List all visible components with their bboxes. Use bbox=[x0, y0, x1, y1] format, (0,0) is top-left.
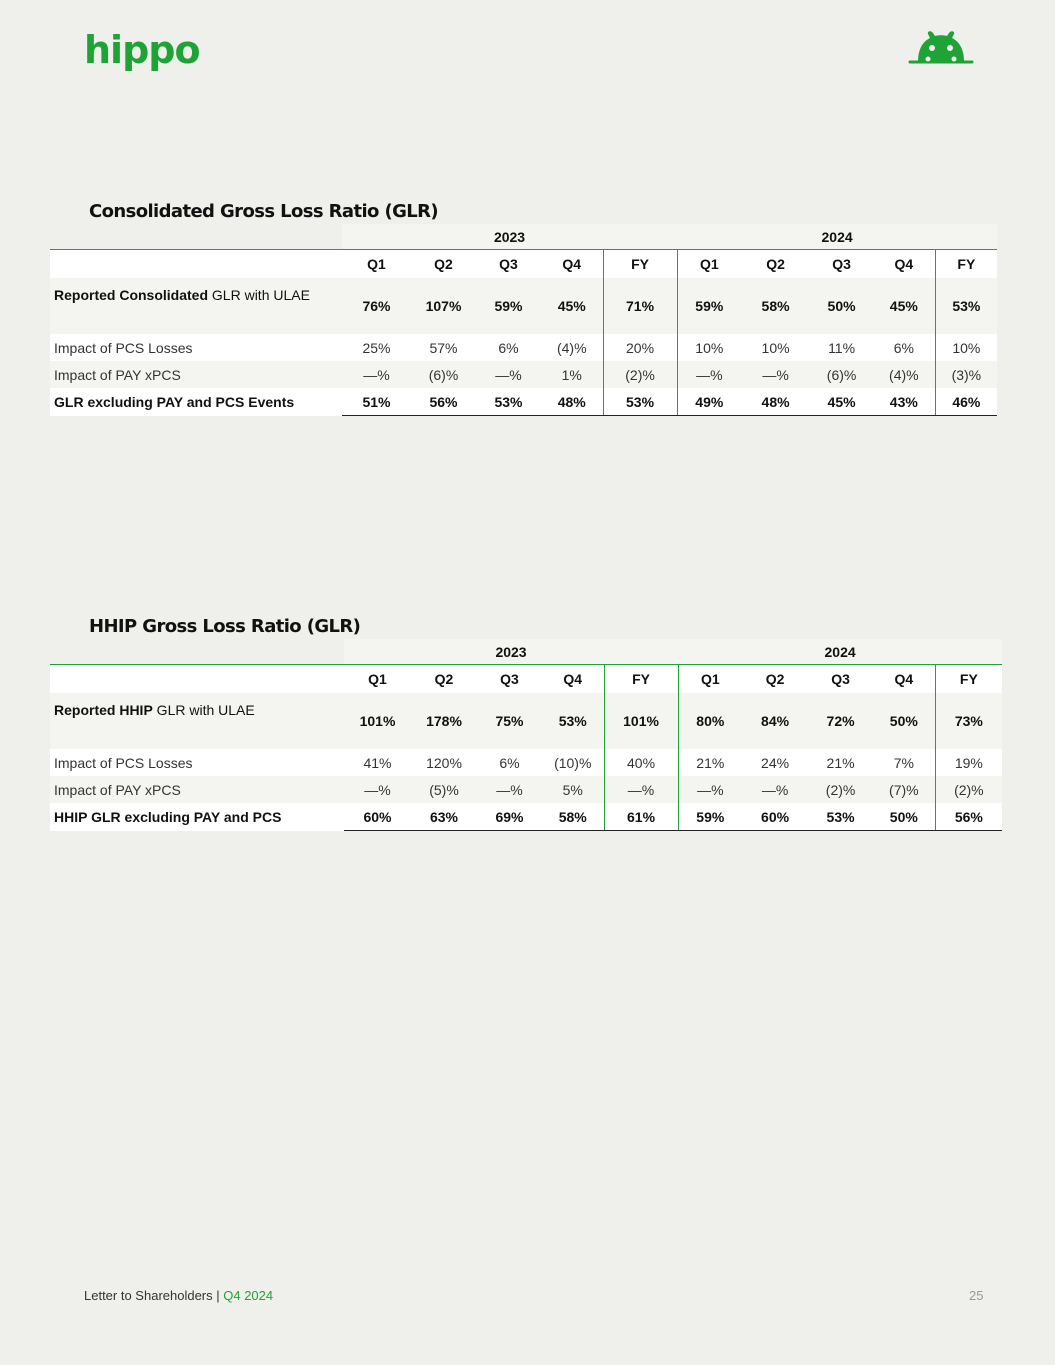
table-cell: 5% bbox=[542, 776, 604, 803]
hhip-glr-table bbox=[50, 639, 1002, 831]
table-cell: —% bbox=[604, 776, 678, 803]
table-cell: 60% bbox=[344, 803, 411, 831]
footer bbox=[84, 1288, 273, 1303]
column-header: Q3 bbox=[476, 250, 541, 279]
table-cell: (3)% bbox=[935, 361, 997, 388]
column-header: Q4 bbox=[873, 250, 935, 279]
table-cell: 58% bbox=[741, 278, 810, 334]
column-header: Q2 bbox=[741, 250, 810, 279]
year-header: 2024 bbox=[677, 224, 997, 250]
table-cell: (4)% bbox=[541, 334, 603, 361]
table-row bbox=[50, 334, 997, 361]
table-cell: 19% bbox=[935, 749, 1002, 776]
table-cell: 71% bbox=[603, 278, 677, 334]
hippo-head-icon bbox=[906, 26, 976, 66]
table-cell: (10)% bbox=[542, 749, 604, 776]
column-header: FY bbox=[935, 665, 1002, 694]
column-header: Q2 bbox=[411, 250, 476, 279]
table-cell: 53% bbox=[935, 278, 997, 334]
table-cell: 1% bbox=[541, 361, 603, 388]
column-header: Q2 bbox=[742, 665, 808, 694]
row-label: Reported HHIP GLR with ULAE bbox=[50, 693, 344, 749]
column-header: Q4 bbox=[542, 665, 604, 694]
table-cell: 120% bbox=[411, 749, 477, 776]
table-cell: 11% bbox=[810, 334, 873, 361]
table-cell: 75% bbox=[477, 693, 542, 749]
table-cell: 80% bbox=[678, 693, 742, 749]
table-cell: 41% bbox=[344, 749, 411, 776]
table-cell: 60% bbox=[742, 803, 808, 831]
column-header: Q1 bbox=[342, 250, 411, 279]
table-cell: 10% bbox=[677, 334, 741, 361]
column-header: Q1 bbox=[677, 250, 741, 279]
table-cell: —% bbox=[344, 776, 411, 803]
footer-quarter: Q4 2024 bbox=[223, 1288, 274, 1303]
column-header: Q3 bbox=[810, 250, 873, 279]
table-cell: 101% bbox=[604, 693, 678, 749]
table-cell: 21% bbox=[678, 749, 742, 776]
table-cell: 48% bbox=[541, 388, 603, 416]
row-label: GLR excluding PAY and PCS Events bbox=[50, 388, 342, 416]
table-cell: 53% bbox=[808, 803, 873, 831]
table-cell: (6)% bbox=[411, 361, 476, 388]
row-label: HHIP GLR excluding PAY and PCS bbox=[50, 803, 344, 831]
table-cell: 7% bbox=[873, 749, 935, 776]
table-title: HHIP Gross Loss Ratio (GLR) bbox=[89, 616, 361, 637]
table-cell: 45% bbox=[810, 388, 873, 416]
column-header: Q4 bbox=[541, 250, 603, 279]
table-cell: (6)% bbox=[810, 361, 873, 388]
footer-text: Letter to Shareholders | bbox=[84, 1288, 224, 1303]
table-cell: 63% bbox=[411, 803, 477, 831]
table-cell: 50% bbox=[873, 693, 935, 749]
table-row bbox=[50, 803, 1002, 831]
table-cell: —% bbox=[741, 361, 810, 388]
table-cell: 107% bbox=[411, 278, 476, 334]
table-cell: (4)% bbox=[873, 361, 935, 388]
table-cell: 24% bbox=[742, 749, 808, 776]
table-cell: —% bbox=[477, 776, 542, 803]
table-cell: —% bbox=[677, 361, 741, 388]
year-header: 2024 bbox=[678, 639, 1002, 665]
table-cell: 56% bbox=[411, 388, 476, 416]
table-cell: 61% bbox=[604, 803, 678, 831]
year-header: 2023 bbox=[342, 224, 677, 250]
table-cell: 40% bbox=[604, 749, 678, 776]
table-cell: 56% bbox=[935, 803, 1002, 831]
table-cell: 59% bbox=[678, 803, 742, 831]
table-cell: 84% bbox=[742, 693, 808, 749]
table-cell: 53% bbox=[476, 388, 541, 416]
table-cell: 10% bbox=[741, 334, 810, 361]
table-cell: 57% bbox=[411, 334, 476, 361]
table-cell: 51% bbox=[342, 388, 411, 416]
table-cell: 49% bbox=[677, 388, 741, 416]
table-cell: (2)% bbox=[603, 361, 677, 388]
hippo-logo: hippo bbox=[84, 28, 200, 72]
table-cell: —% bbox=[678, 776, 742, 803]
consolidated-glr-table bbox=[50, 224, 997, 416]
table-cell: (2)% bbox=[935, 776, 1002, 803]
table-cell: 50% bbox=[810, 278, 873, 334]
table-row bbox=[50, 361, 997, 388]
column-header: Q3 bbox=[477, 665, 542, 694]
column-header: FY bbox=[935, 250, 997, 279]
table-cell: (5)% bbox=[411, 776, 477, 803]
table-row bbox=[50, 388, 997, 416]
page-number: 25 bbox=[969, 1288, 984, 1303]
table-cell: 59% bbox=[677, 278, 741, 334]
table-cell: 76% bbox=[342, 278, 411, 334]
table-cell: 6% bbox=[477, 749, 542, 776]
column-header: Q3 bbox=[808, 665, 873, 694]
column-header: Q2 bbox=[411, 665, 477, 694]
row-label: Impact of PAY xPCS bbox=[50, 361, 342, 388]
table-cell: 178% bbox=[411, 693, 477, 749]
row-label: Reported Consolidated GLR with ULAE bbox=[50, 278, 342, 334]
table-cell: 25% bbox=[342, 334, 411, 361]
table-cell: 53% bbox=[603, 388, 677, 416]
row-label: Impact of PAY xPCS bbox=[50, 776, 344, 803]
table-cell: (2)% bbox=[808, 776, 873, 803]
row-label: Impact of PCS Losses bbox=[50, 749, 344, 776]
table-cell: (7)% bbox=[873, 776, 935, 803]
table-cell: 53% bbox=[542, 693, 604, 749]
table-cell: 48% bbox=[741, 388, 810, 416]
column-header: FY bbox=[604, 665, 678, 694]
table-cell: 58% bbox=[542, 803, 604, 831]
table-cell: —% bbox=[476, 361, 541, 388]
table-row bbox=[50, 278, 997, 334]
table-cell: 10% bbox=[935, 334, 997, 361]
table-cell: 72% bbox=[808, 693, 873, 749]
table-cell: 101% bbox=[344, 693, 411, 749]
table-cell: 45% bbox=[541, 278, 603, 334]
table-cell: 20% bbox=[603, 334, 677, 361]
column-header: Q1 bbox=[678, 665, 742, 694]
table-cell: 50% bbox=[873, 803, 935, 831]
column-header: Q1 bbox=[344, 665, 411, 694]
table-row bbox=[50, 776, 1002, 803]
table-row bbox=[50, 693, 1002, 749]
table-cell: 6% bbox=[476, 334, 541, 361]
row-label: Impact of PCS Losses bbox=[50, 334, 342, 361]
table-title: Consolidated Gross Loss Ratio (GLR) bbox=[89, 201, 439, 222]
year-header: 2023 bbox=[344, 639, 678, 665]
table-row bbox=[50, 749, 1002, 776]
table-cell: 21% bbox=[808, 749, 873, 776]
table-cell: —% bbox=[342, 361, 411, 388]
column-header: FY bbox=[603, 250, 677, 279]
table-cell: 73% bbox=[935, 693, 1002, 749]
table-cell: 46% bbox=[935, 388, 997, 416]
table-cell: 69% bbox=[477, 803, 542, 831]
table-cell: 6% bbox=[873, 334, 935, 361]
table-cell: —% bbox=[742, 776, 808, 803]
table-cell: 59% bbox=[476, 278, 541, 334]
column-header: Q4 bbox=[873, 665, 935, 694]
table-cell: 45% bbox=[873, 278, 935, 334]
table-cell: 43% bbox=[873, 388, 935, 416]
